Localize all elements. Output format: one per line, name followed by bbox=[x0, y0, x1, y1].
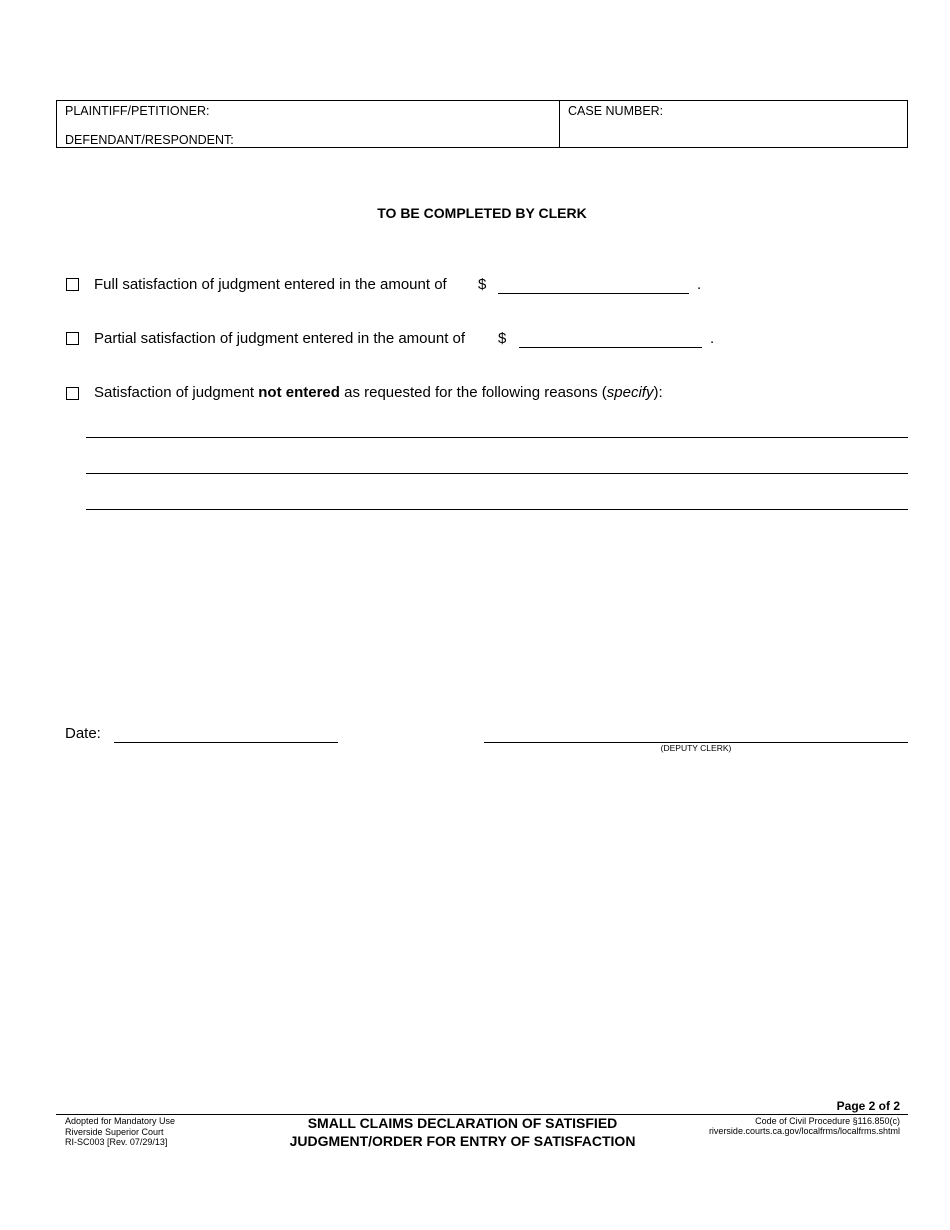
partial-satisfaction-currency: $ bbox=[498, 330, 507, 347]
reason-line-1[interactable] bbox=[86, 437, 908, 438]
full-satisfaction-currency: $ bbox=[478, 276, 487, 293]
partial-satisfaction-period: . bbox=[710, 330, 715, 347]
page-number: Page 2 of 2 bbox=[836, 1099, 900, 1113]
caption-box bbox=[56, 100, 908, 148]
plaintiff-label: PLAINTIFF/PETITIONER: bbox=[65, 104, 210, 118]
not-entered-italic: specify bbox=[606, 384, 654, 401]
partial-satisfaction-text: Partial satisfaction of judgment entered in the amount of bbox=[94, 330, 466, 347]
not-entered-bold: not entered bbox=[258, 384, 340, 401]
full-satisfaction-text: Full satisfaction of judgment entered in the amount of bbox=[94, 276, 447, 293]
not-entered-checkbox[interactable] bbox=[66, 387, 79, 400]
footer-adoption-info bbox=[65, 1116, 175, 1148]
footer-right-line: riverside.courts.ca.gov/localfrms/localfrms.shtml bbox=[708, 1126, 900, 1136]
not-entered-text bbox=[94, 384, 663, 401]
case-number-label: CASE NUMBER: bbox=[568, 104, 664, 118]
reason-line-3[interactable] bbox=[86, 509, 908, 510]
full-satisfaction-period: . bbox=[697, 276, 702, 293]
footer-code-reference bbox=[709, 1116, 900, 1136]
partial-satisfaction-amount-field[interactable] bbox=[519, 347, 702, 348]
date-field[interactable] bbox=[114, 742, 338, 743]
caption-divider bbox=[559, 101, 560, 147]
not-entered-text-middle: as requested for the following reasons ( bbox=[339, 384, 607, 401]
deputy-clerk-label: (DEPUTY CLERK) bbox=[660, 743, 732, 753]
footer-right-line: Code of Civil Procedure §116.850(c) bbox=[755, 1116, 900, 1126]
clerk-section-heading: TO BE COMPLETED BY CLERK bbox=[377, 205, 587, 221]
not-entered-text-after: ): bbox=[653, 384, 663, 401]
footer-left-line: Adopted for Mandatory Use bbox=[65, 1116, 176, 1126]
footer-left-line: Riverside Superior Court bbox=[65, 1126, 164, 1137]
partial-satisfaction-checkbox[interactable] bbox=[66, 332, 79, 345]
form-title bbox=[190, 1115, 735, 1150]
form-title-line: SMALL CLAIMS DECLARATION OF SATISFIED bbox=[307, 1115, 618, 1131]
full-satisfaction-amount-field[interactable] bbox=[498, 293, 689, 294]
not-entered-text-before: Satisfaction of judgment bbox=[94, 384, 259, 401]
defendant-label: DEFENDANT/RESPONDENT: bbox=[65, 133, 234, 147]
reason-line-2[interactable] bbox=[86, 473, 908, 474]
date-label: Date: bbox=[65, 725, 101, 742]
full-satisfaction-checkbox[interactable] bbox=[66, 278, 79, 291]
footer-left-line: RI-SC003 [Rev. 07/29/13] bbox=[65, 1137, 168, 1147]
form-title-line: JUDGMENT/ORDER FOR ENTRY OF SATISFACTION bbox=[289, 1132, 636, 1149]
